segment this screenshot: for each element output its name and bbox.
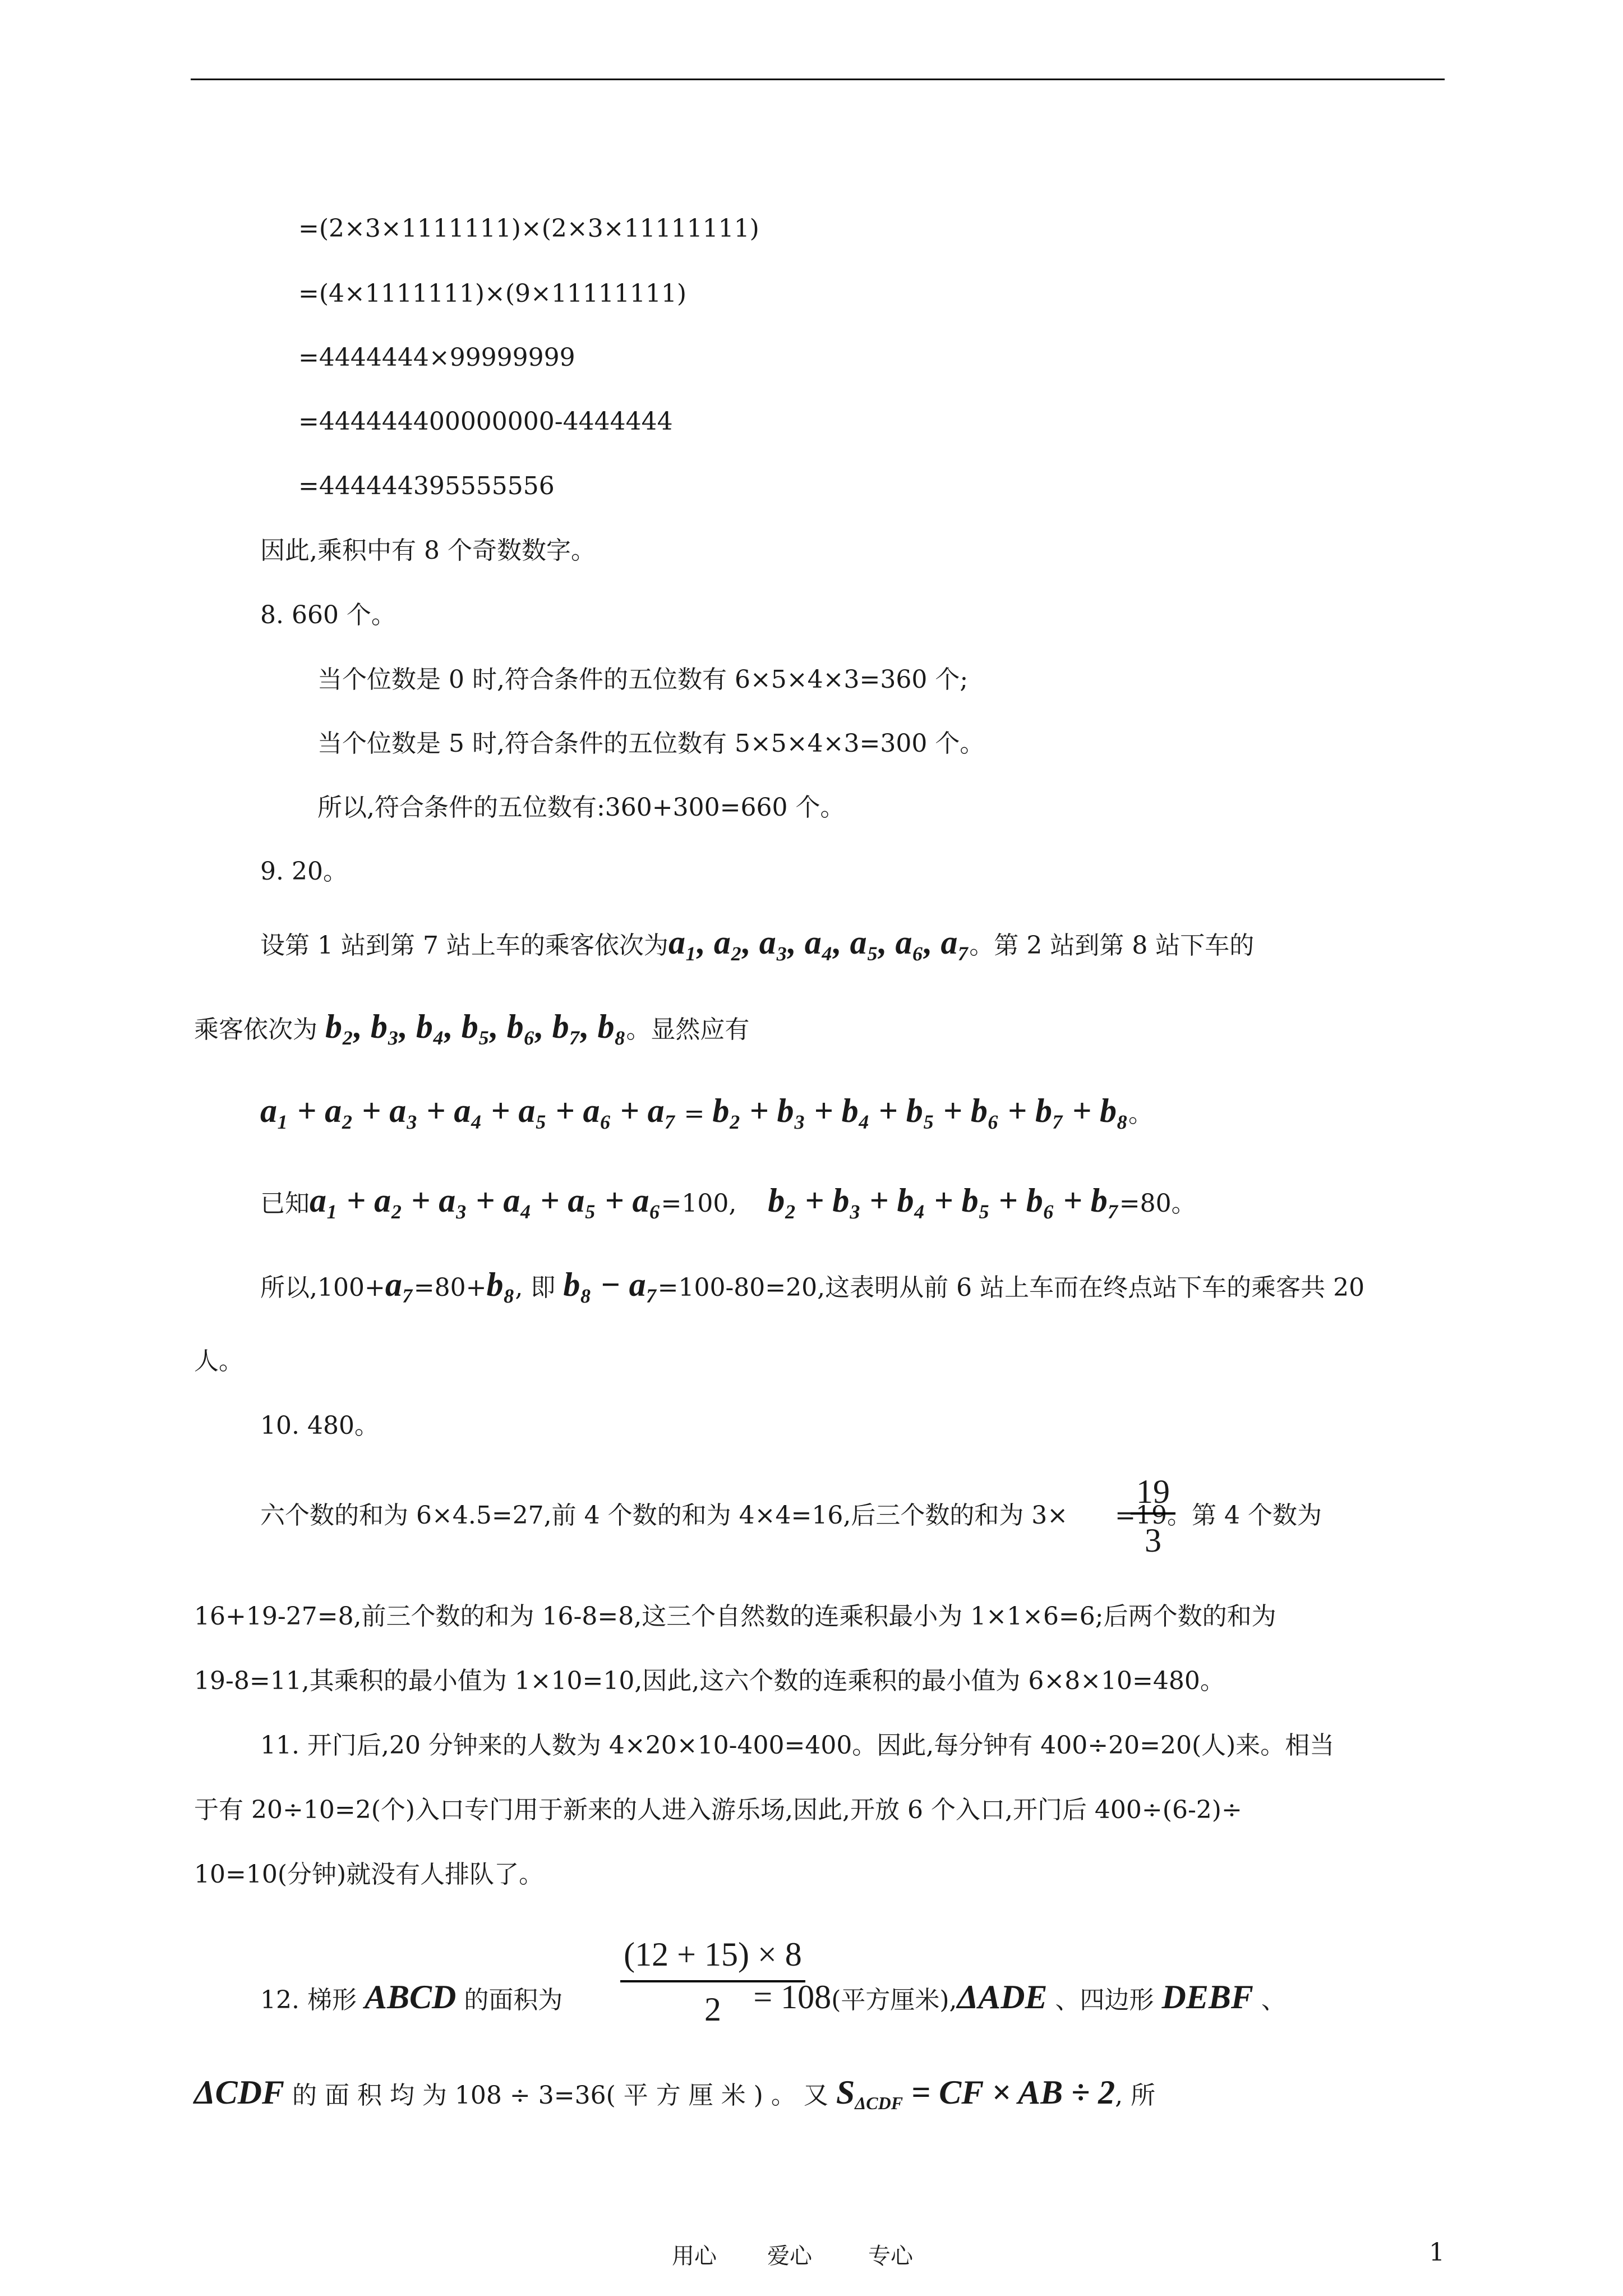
math-sum-a: a₁ + a₂ + a₃ + a₄ + a₅ + a₆ + a₇	[260, 1092, 676, 1129]
math-sum-b: b₂ + b₃ + b₄ + b₅ + b₆ + b₇ + b₈	[712, 1092, 1128, 1129]
trapezoid-fraction-denominator: 2	[704, 1991, 721, 2028]
text: =80。	[1119, 1189, 1196, 1218]
text: 12. 梯形	[260, 1986, 365, 2014]
text: 。第 2 站到第 8 站下车的	[969, 931, 1255, 960]
answer-11-line-2: 于有 20÷10=2(个)入口专门用于新来的人进入游乐场,因此,开放 6 个入口,开门后 400÷(6-2)÷	[194, 1796, 1242, 1824]
calc-line-2: =(4×1111111)×(9×11111111)	[298, 279, 687, 308]
answer-10-line-2: 16+19-27=8,前三个数的和为 16-8=8,这三个自然数的连乘积最小为 1×1×6=6;后两个数的和为	[194, 1602, 1276, 1631]
conclusion-7: 因此,乘积中有 8 个奇数数字。	[260, 536, 596, 565]
calc-line-5: =444444395555556	[298, 472, 555, 500]
header-rule	[191, 79, 1445, 80]
text: 所以,100+	[260, 1273, 385, 1302]
text: =100-80=20,这表明从前 6 站上车而在终点站下车的乘客共 20	[657, 1273, 1365, 1302]
footer-mid: 爱心	[767, 2243, 812, 2269]
answer-8-case-0: 当个位数是 0 时,符合条件的五位数有 6×5×4×3=360 个;	[317, 665, 969, 694]
text: 已知	[260, 1189, 310, 1218]
text: 、四边形	[1047, 1986, 1162, 2014]
answer-10: 10. 480。	[260, 1411, 379, 1440]
answer-9-known	[260, 1184, 1196, 1217]
fraction-numerator: 19	[1136, 1473, 1170, 1510]
answer-8-total: 所以,符合条件的五位数有:360+300=660 个。	[317, 793, 845, 822]
text: 的面积为	[456, 1986, 563, 2014]
calc-line-3: =4444444×99999999	[298, 343, 575, 372]
page-number: 1	[1429, 2238, 1445, 2267]
text: , 即	[515, 1273, 564, 1302]
text: , 所	[1115, 2081, 1156, 2110]
math-cf-ab: = CF × AB ÷ 2	[903, 2074, 1115, 2111]
answer-9-result-end: 人。	[194, 1347, 243, 1375]
math-b8-minus-a7: b₈ − a₇	[563, 1266, 658, 1303]
text: =80+	[413, 1273, 487, 1302]
text: (平方厘米),	[831, 1986, 957, 2014]
answer-9-result	[260, 1268, 1364, 1301]
math-s: S	[836, 2074, 855, 2111]
answer-9-line-1	[260, 926, 1254, 959]
text: 的 面 积 均 为 108 ÷ 3=36( 平 方 厘 米 ) 。 又	[284, 2081, 836, 2110]
footer-right: 专心	[868, 2243, 913, 2269]
math-b8: b₈	[486, 1266, 515, 1303]
answer-12-line-2	[194, 2076, 1155, 2112]
answer-11-line-3: 10=10(分钟)就没有人排队了。	[194, 1860, 544, 1889]
trapezoid-fraction-numerator: (12 + 15) × 8	[624, 1936, 802, 1973]
math-sum-a6: a₁ + a₂ + a₃ + a₄ + a₅ + a₆	[310, 1182, 661, 1219]
answer-11-line-1: 11. 开门后,20 分钟来的人数为 4×20×10-400=400。因此,每分钟有 400÷20=20(人)来。相当	[260, 1731, 1335, 1760]
math-cdf: ΔCDF	[194, 2074, 284, 2111]
answer-9-equation	[260, 1094, 1153, 1128]
fraction-denominator: 3	[1145, 1522, 1161, 1559]
answer-8-case-5: 当个位数是 5 时,符合条件的五位数有 5×5×4×3=300 个。	[317, 729, 985, 758]
text: 。	[1128, 1099, 1153, 1128]
footer-left: 用心	[672, 2243, 717, 2269]
answer-9: 9. 20。	[260, 857, 348, 886]
fraction-bar	[1131, 1512, 1175, 1515]
calc-line-1: =(2×3×1111111)×(2×3×11111111)	[298, 214, 759, 243]
math-ade: ΔADE	[957, 1978, 1048, 2016]
answer-8: 8. 660 个。	[260, 601, 396, 629]
text: =100,	[661, 1189, 737, 1218]
text: =	[676, 1099, 713, 1128]
answer-10-line-3: 19-8=11,其乘积的最小值为 1×10=10,因此,这六个数的连乘积的最小值为 6×8×10=480。	[194, 1667, 1225, 1695]
text: 、	[1253, 1986, 1286, 2014]
text: 六个数的和为 6×4.5=27,前 4 个数的和为 4×4=16,后三个数的和为 3×	[260, 1501, 1068, 1530]
math-sum-b7: b₂ + b₃ + b₄ + b₅ + b₆ + b₇	[768, 1182, 1119, 1219]
math-abcd: ABCD	[364, 1978, 457, 2016]
math-b-seq: b₂, b₃, b₄, b₅, b₆, b₇, b₈	[325, 1008, 626, 1045]
math-a7: a₇	[385, 1266, 414, 1303]
math-a-seq: a₁, a₂, a₃, a₄, a₅, a₆, a₇	[668, 924, 970, 961]
text: 。显然应有	[626, 1015, 750, 1044]
trapezoid-fraction-bar	[620, 1980, 805, 1982]
calc-line-4: =444444400000000-4444444	[298, 407, 673, 436]
math-s-subscript: ΔCDF	[855, 2092, 903, 2113]
answer-9-line-2	[194, 1010, 749, 1043]
text: 设第 1 站到第 7 站上车的乘客依次为	[260, 931, 668, 960]
math-debf: DEBF	[1161, 1978, 1253, 2016]
text: =19。第 4 个数为	[1115, 1501, 1322, 1530]
text: 乘客依次为	[194, 1015, 317, 1044]
math-area-result: = 108	[753, 1978, 832, 2016]
